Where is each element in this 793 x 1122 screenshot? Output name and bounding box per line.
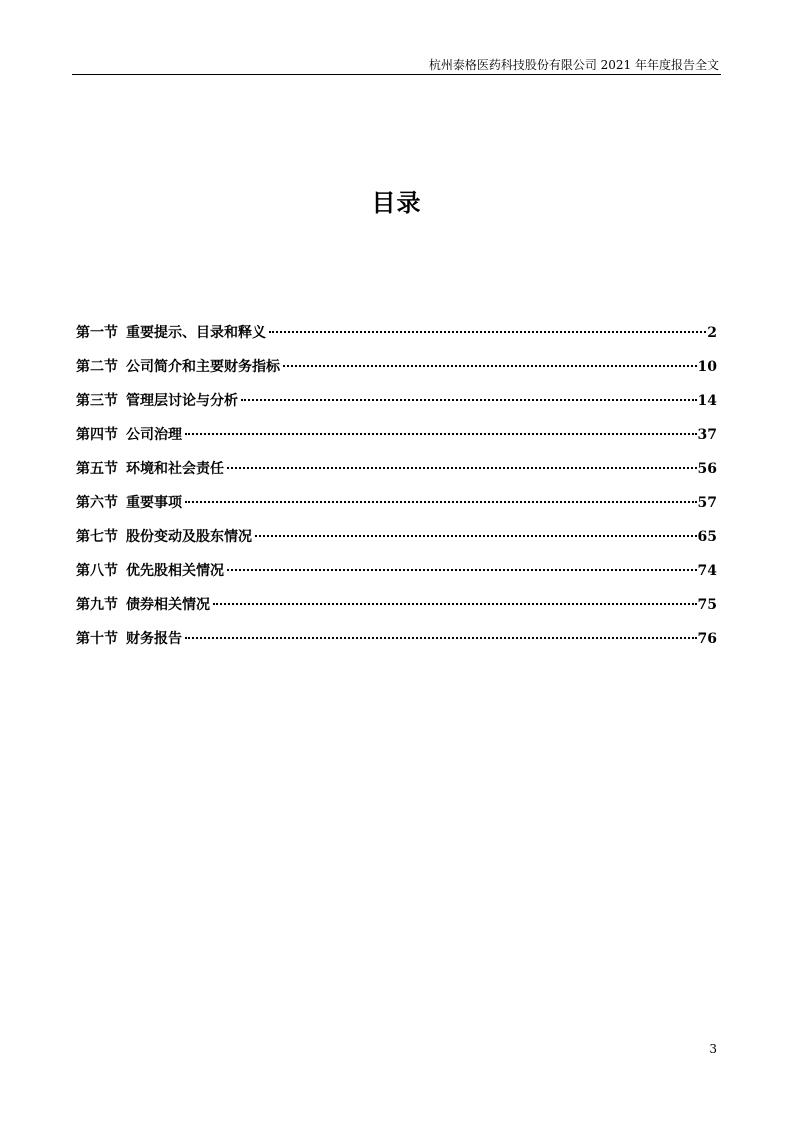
dot-leader [241, 399, 697, 401]
toc-section-number: 第二节 [76, 359, 118, 375]
toc-section-title: 环境和社会责任 [126, 461, 224, 477]
dot-leader [185, 501, 697, 503]
toc-section-title: 重要事项 [126, 495, 182, 511]
page-title: 目录 [371, 189, 422, 217]
page-number: 3 [709, 1042, 717, 1056]
dot-leader [227, 467, 697, 469]
dot-leader [269, 331, 706, 333]
toc-section-title: 债券相关情况 [126, 597, 210, 613]
toc-page-number: 75 [697, 597, 717, 613]
toc-section-title: 股份变动及股东情况 [126, 529, 252, 545]
toc-page-number: 76 [697, 631, 717, 647]
toc-entry[interactable] [76, 321, 717, 355]
toc-page-number: 56 [697, 461, 717, 477]
toc-entry[interactable] [76, 389, 717, 423]
toc-section-number: 第十节 [76, 631, 118, 647]
toc-page-number: 10 [697, 359, 717, 375]
dot-leader [185, 433, 697, 435]
toc-page-number: 14 [697, 393, 717, 409]
toc-section-number: 第六节 [76, 495, 118, 511]
table-of-contents [76, 321, 717, 661]
running-header: 杭州泰格医药科技股份有限公司 2021 年年度报告全文 [428, 58, 719, 72]
toc-section-title: 公司治理 [126, 427, 182, 443]
toc-section-number: 第八节 [76, 563, 118, 579]
dot-leader [185, 637, 697, 639]
toc-page-number: 57 [697, 495, 717, 511]
toc-entry[interactable] [76, 355, 717, 389]
toc-section-title: 优先股相关情况 [126, 563, 224, 579]
toc-section-number: 第五节 [76, 461, 118, 477]
toc-entry[interactable] [76, 491, 717, 525]
toc-entry[interactable] [76, 525, 717, 559]
toc-section-title: 财务报告 [126, 631, 182, 647]
dot-leader [213, 603, 697, 605]
toc-page-number: 37 [697, 427, 717, 443]
toc-section-number: 第四节 [76, 427, 118, 443]
dot-leader [283, 365, 697, 367]
toc-page-number: 65 [697, 529, 717, 545]
toc-page-number: 74 [697, 563, 717, 579]
toc-section-title: 管理层讨论与分析 [126, 393, 238, 409]
toc-section-number: 第三节 [76, 393, 118, 409]
toc-entry[interactable] [76, 593, 717, 627]
toc-section-number: 第七节 [76, 529, 118, 545]
toc-entry[interactable] [76, 627, 717, 661]
toc-entry[interactable] [76, 559, 717, 593]
header-rule [72, 74, 721, 75]
toc-section-number: 第九节 [76, 597, 118, 613]
toc-section-title: 重要提示、目录和释义 [126, 325, 266, 341]
toc-entry[interactable] [76, 423, 717, 457]
toc-section-title: 公司简介和主要财务指标 [126, 359, 280, 375]
toc-entry[interactable] [76, 457, 717, 491]
toc-page-number: 2 [707, 325, 717, 341]
dot-leader [227, 569, 697, 571]
toc-section-number: 第一节 [76, 325, 118, 341]
dot-leader [255, 535, 697, 537]
